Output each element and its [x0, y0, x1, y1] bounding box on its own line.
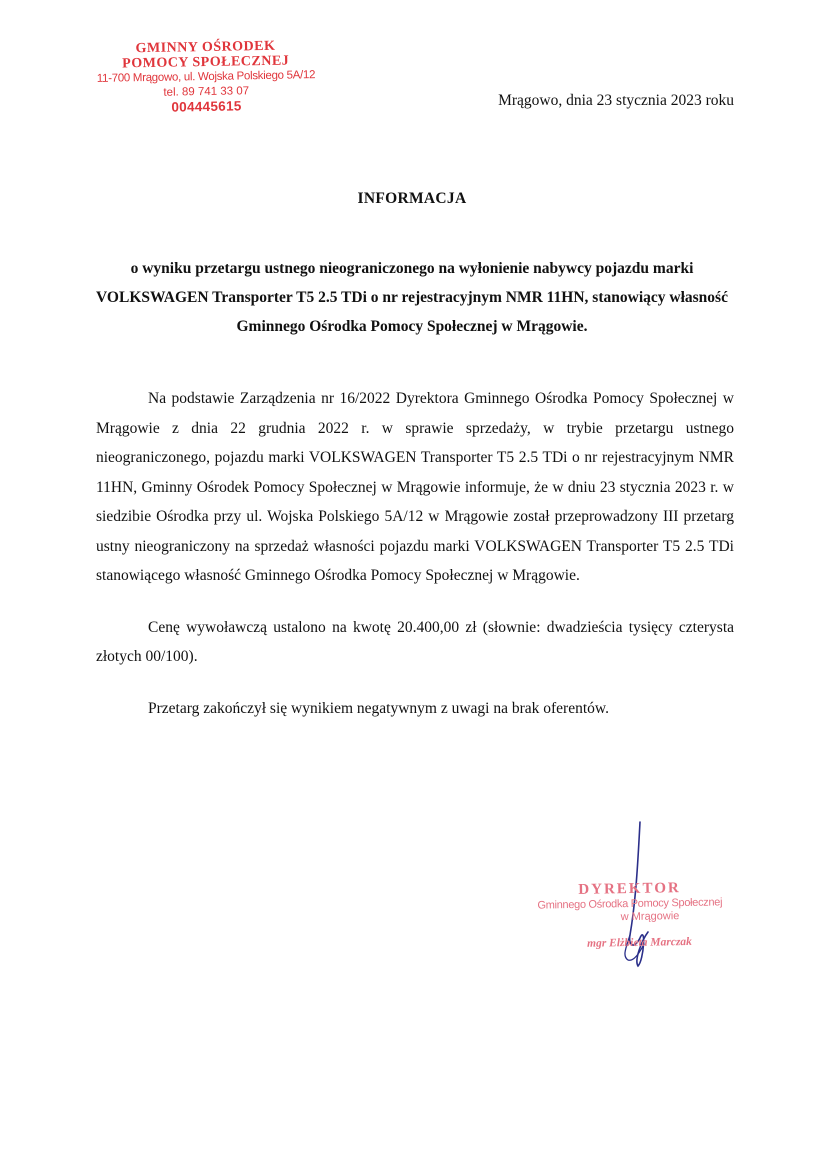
stamp-phone: tel. 89 741 33 07 [163, 85, 250, 99]
document-title: INFORMACJA [357, 190, 467, 207]
stamp-director-office: Gminnego Ośrodka Pomocy Społecznej [537, 896, 723, 912]
stamp-address: 11-700 Mrągowo, ul. Wojska Polskiego 5A/12 [96, 69, 316, 85]
director-stamp [529, 878, 730, 951]
paragraph-result: Przetarg zakończył się wynikiem negatywnym z uwagi na brak oferentów. [148, 699, 609, 717]
stamp-director-city: w Mrągowie [620, 910, 680, 924]
stamp-regon: 004445615 [171, 98, 242, 115]
document-subtitle: o wyniku przetargu ustnego nieograniczonego na wyłonienie nabywcy pojazdu marki VOLKSWAGEN Transporter T5 2.5 TDi o nr rejestracyjnym NMR 11HN, stanowiący własność Gminnego Ośrodka Pomocy Społecznej w Mrągowie. [96, 260, 728, 335]
office-stamp [95, 38, 316, 116]
stamp-line-office-2: POMOCY SPOŁECZNEJ [122, 53, 290, 72]
paragraph-main: Na podstawie Zarządzenia nr 16/2022 Dyrektora Gminnego Ośrodka Pomocy Społecznej w Mrągowie z dnia 22 grudnia 2022 r. w sprawie sprzedaży, w trybie przetargu ustnego nieograniczonego, pojazdu marki VOLKSWAGEN Transporter T5 2.5 TDi o nr rejestracyjnym NMR 11HN, Gminny Ośrodek Pomocy Społecznej w Mrągowie informuje, że w dniu 23 stycznia 2023 r. w siedzibie Ośrodka przy ul. Wojska Polskiego 5A/12 w Mrągowie został przeprowadzony III przetarg ustny nieograniczony na sprzedaż własności pojazdu marki VOLKSWAGEN Transporter T5 2.5 TDi stanowiącego własność Gminnego Ośrodka Pomocy Społecznej w Mrągowie. [96, 390, 734, 584]
stamp-director-title: DYREKTOR [578, 880, 681, 898]
document-date: Mrągowo, dnia 23 stycznia 2023 roku [498, 92, 734, 109]
stamp-director-name: mgr Elżbieta Marczak [586, 935, 692, 950]
document-body [96, 384, 734, 745]
stamp-line-office: GMINNY OŚRODEK [135, 38, 276, 57]
paragraph-price: Cenę wywoławczą ustalono na kwotę 20.400,00 zł (słownie: dwadzieścia tysięcy czterysta złotych 00/100). [96, 618, 734, 665]
